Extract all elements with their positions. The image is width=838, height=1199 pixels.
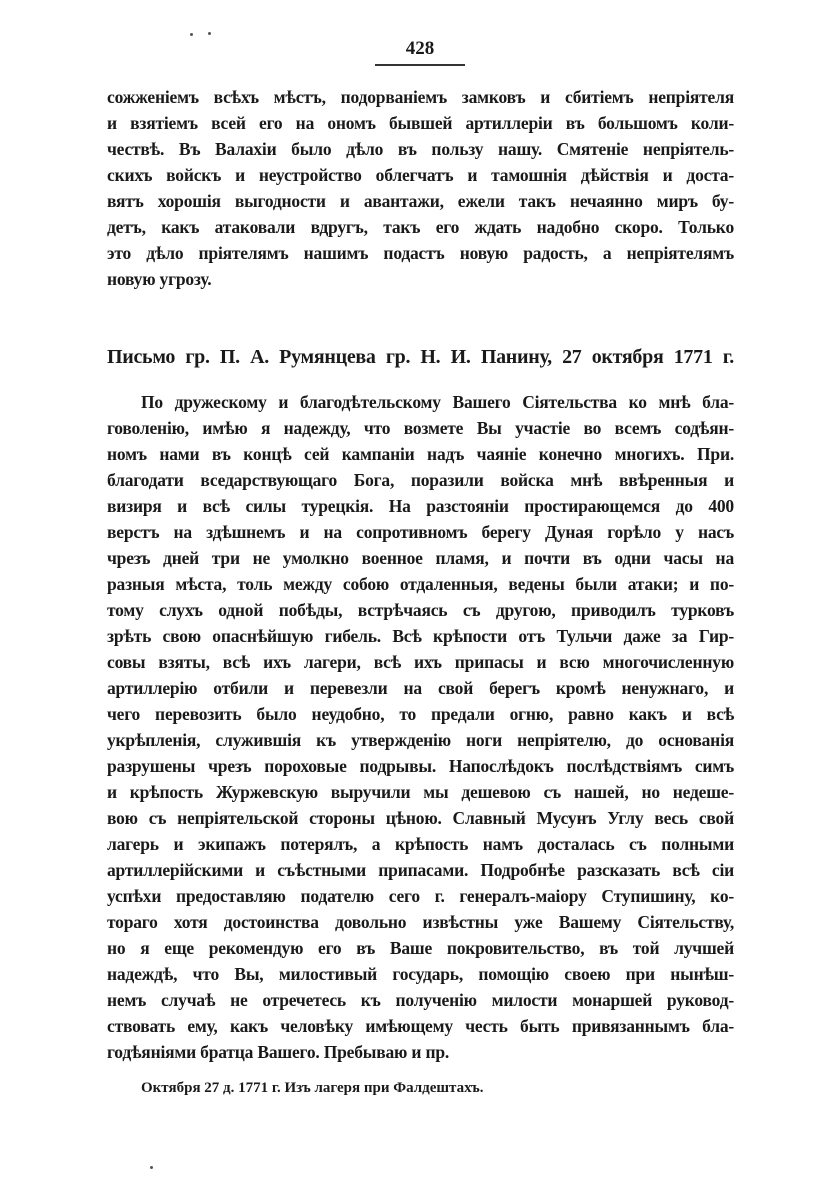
text-line: и крѣпость Журжевскую выручили мы дешевою съ нашей, но недеше- — [107, 782, 734, 802]
text-line: сожженіемъ всѣхъ мѣстъ, подорваніемъ замковъ и сбитіемъ непріятеля — [107, 87, 734, 107]
text-line: По дружескому и благодѣтельскому Вашего Сіятельства ко мнѣ бла- — [141, 392, 734, 412]
text-line: новую угрозу. — [107, 269, 212, 289]
text-line: чествѣ. Въ Валахіи было дѣло въ пользу нашу. Смятеніе непріятель- — [107, 139, 734, 159]
text-line: вою съ непріятельской стороны цѣною. Славный Мусунъ Углу весь свой — [107, 808, 734, 828]
page-number: 428 — [405, 38, 435, 59]
text-line: успѣхи предоставляю подателю сего г. генералъ-маіору Ступишину, ко- — [107, 886, 734, 906]
text-line: номъ нами въ концѣ сей кампаніи надъ чаяніе конечно многихъ. При. — [107, 444, 734, 464]
text-line: немъ случаѣ не отречетесь къ полученію милости монаршей руковод- — [107, 990, 734, 1010]
text-line: но я еще рекомендую его въ Ваше покровительство, въ той лучшей — [107, 938, 734, 958]
scan-speck — [190, 33, 193, 36]
text-line: лагерь и экипажъ потерялъ, а крѣпость намъ досталась съ полными — [107, 834, 734, 854]
text-line: укрѣпленія, служившія къ утвержденію ноги непріятелю, до основанія — [107, 730, 734, 750]
page-number-rule — [375, 64, 465, 66]
text-line: надеждѣ, что Вы, милостивый государь, помощію своею при нынѣш- — [107, 964, 734, 984]
text-line: совы взяты, всѣ ихъ лагери, всѣ ихъ припасы и всю многочисленную — [107, 652, 734, 672]
text-line: и взятіемъ всей его на ономъ бывшей артиллеріи въ большомъ коли- — [107, 113, 734, 133]
text-line: чего перевозить было неудобно, то предали огню, равно какъ и всѣ — [107, 704, 734, 724]
text-line: зрѣть свою опаснѣйшую гибель. Всѣ крѣпости отъ Тульчи даже за Гир- — [107, 626, 734, 646]
text-line: артиллерійскими и съѣстными припасами. Подробнѣе разсказать всѣ сіи — [107, 860, 734, 880]
text-line: разрушены чрезъ пороховые подрывы. Напослѣдокъ послѣдствіямъ симъ — [107, 756, 734, 776]
text-line: разныя мѣста, толь между собою отдаленныя, ведены были атаки; и по- — [107, 574, 734, 594]
text-line: верстъ на здѣшнемъ и на сопротивномъ берегу Дуная горѣло у насъ — [107, 522, 734, 542]
text-line: артиллерію отбили и перевезли на свой берегъ кромѣ ненужнаго, и — [107, 678, 734, 698]
text-line: тому слухъ одной побѣды, встрѣчаясь съ другою, приводилъ турковъ — [107, 600, 734, 620]
scan-speck — [208, 32, 211, 35]
text-line: годѣяніями братца Вашего. Пребываю и пр. — [107, 1042, 450, 1062]
text-line: благодати вседарствующаго Бога, поразили войска мнѣ ввѣренныя и — [107, 470, 734, 490]
letter-body — [107, 389, 734, 1065]
text-line: говоленію, имѣю я надежду, что возмете Вы участіе во всемъ содѣян- — [107, 418, 734, 438]
text-line: детъ, какъ атаковали вдругъ, такъ его ждать надобно скоро. Только — [107, 217, 734, 237]
continuation-paragraph — [107, 84, 734, 292]
letter-heading: Письмо гр. П. А. Румянцева гр. Н. И. Панину, 27 октября 1771 г. — [107, 346, 734, 368]
text-line: чрезъ дней три не умолкно военное пламя, и почти въ одни часы на — [107, 548, 734, 568]
text-line: скихъ войскъ и неустройство облегчатъ и тамошнія дѣйствія и доста- — [107, 165, 734, 185]
text-line: вятъ хорошія выгодности и авантажи, ежели такъ нечаянно миръ бу- — [107, 191, 734, 211]
text-line: ствовать ему, какъ человѣку имѣющему честь быть привязаннымъ бла- — [107, 1016, 734, 1036]
letter-date-place: Октября 27 д. 1771 г. Изъ лагеря при Фалдештахъ. — [141, 1080, 484, 1096]
text-line: это дѣло пріятелямъ нашимъ подастъ новую радость, а непріятелямъ — [107, 243, 734, 263]
text-line: тораго хотя достоинства довольно извѣстны уже Вашему Сіятельству, — [107, 912, 734, 932]
scan-speck — [150, 1166, 153, 1169]
text-line: визиря и всѣ силы турецкія. На разстояніи простирающемся до 400 — [107, 496, 734, 516]
